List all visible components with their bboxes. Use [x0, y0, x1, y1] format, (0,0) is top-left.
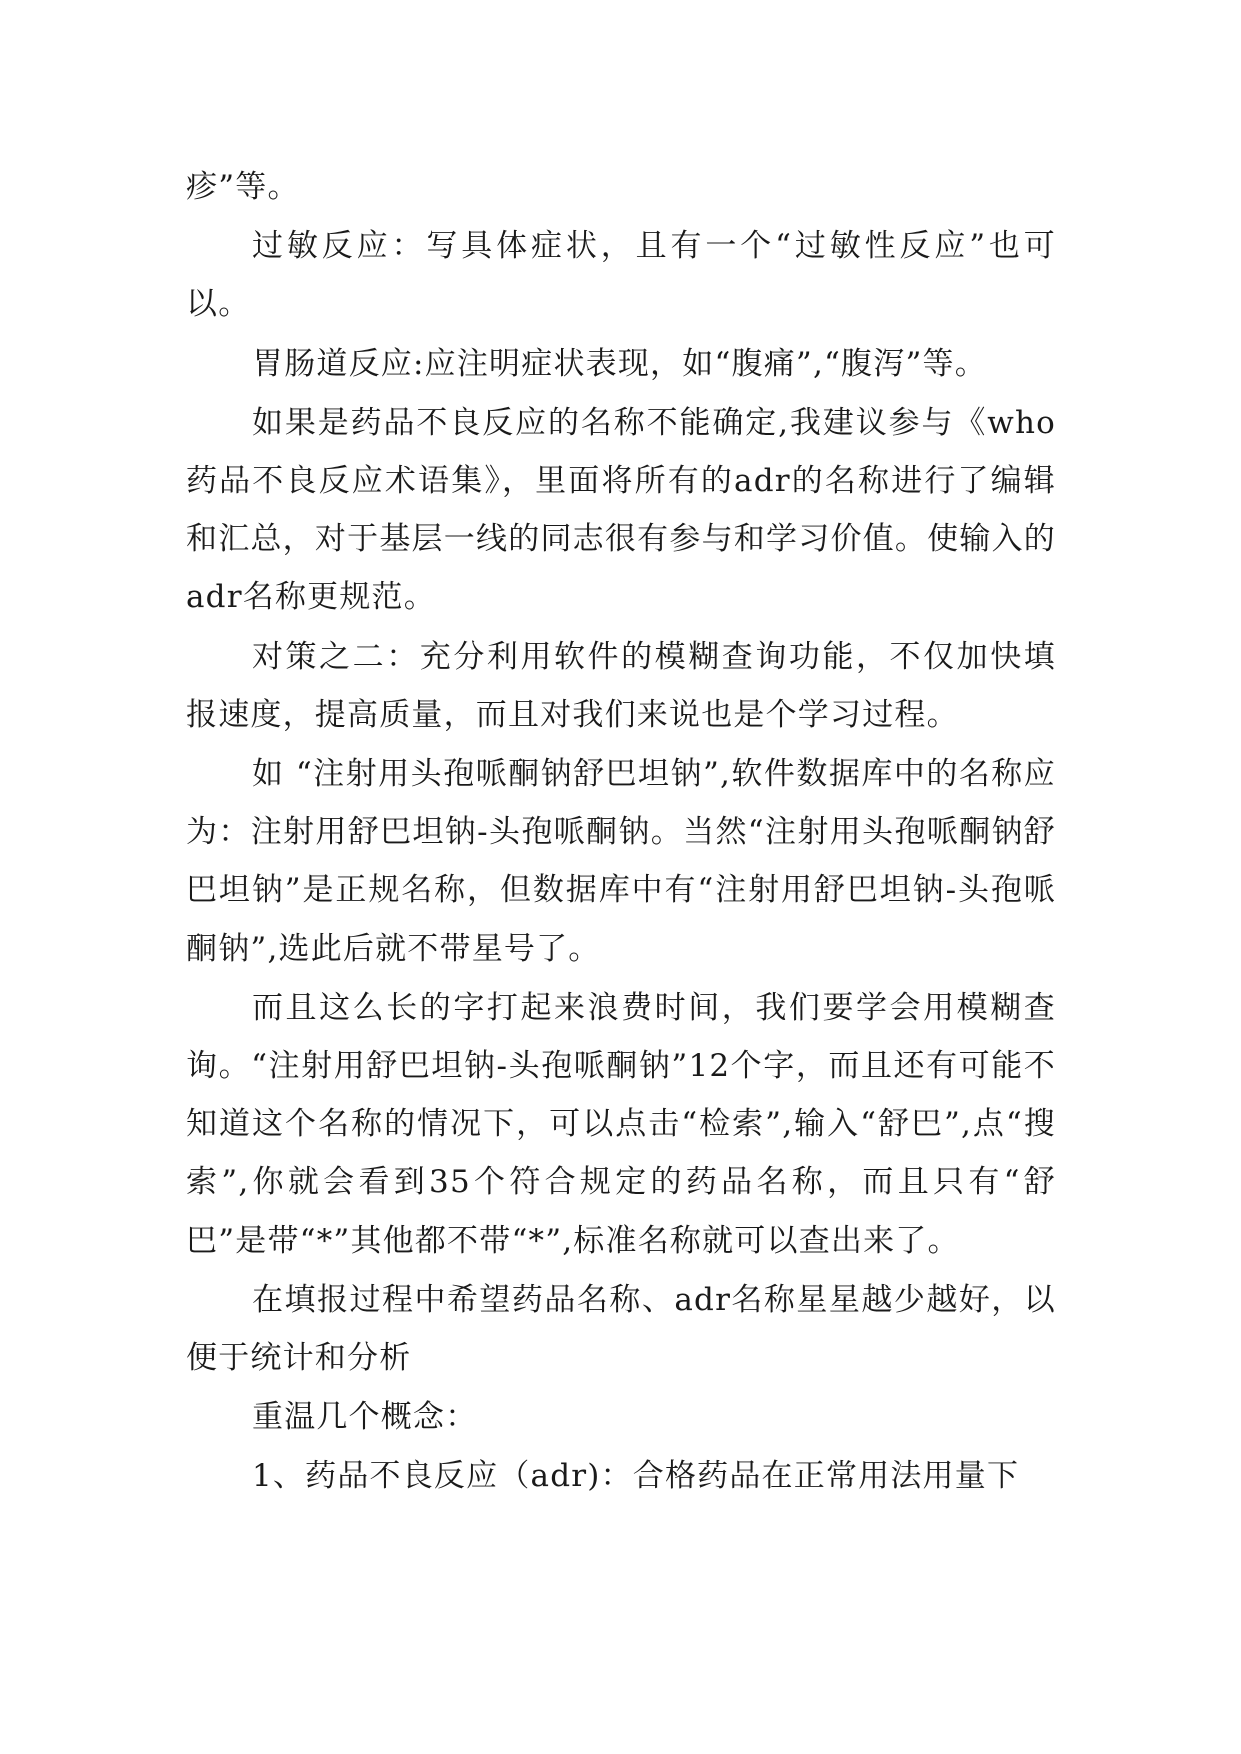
paragraph-9: 重温几个概念： — [252, 1399, 478, 1436]
document-page — [186, 158, 1056, 1507]
paragraph-7: 而且这么长的字打起来浪费时间，我们要学会用模糊查询。“注射用舒巴坦钠-头孢哌酮钠”12个字，而且还有可能不知道这个名称的情况下，可以点击“检索”,输入“舒巴”,点“搜索”,你就会看到35个符合规定的药品名称，而且只有“舒巴”是带“*”其他都不带“*”,标准名称就可以查出来了。 — [186, 989, 1056, 1259]
paragraph-3: 胃肠道反应:应注明症状表现，如“腹痛”,“腹泻”等。 — [252, 345, 987, 382]
paragraph-10: 1、药品不良反应（adr)：合格药品在正常用法用量下 — [252, 1458, 1020, 1495]
paragraph-2: 过敏反应：写具体症状，且有一个“过敏性反应”也可以。 — [186, 228, 1056, 323]
paragraph-6: 如 “注射用头孢哌酮钠舒巴坦钠”,软件数据库中的名称应为：注射用舒巴坦钠-头孢哌酮钠。当然“注射用头孢哌酮钠舒巴坦钠”是正规名称，但数据库中有“注射用舒巴坦钠-头孢哌酮钠”,选此后就不带星号了。 — [186, 756, 1056, 967]
paragraph-4: 如果是药品不良反应的名称不能确定,我建议参与《who药品不良反应术语集》，里面将所有的adr的名称进行了编辑和汇总，对于基层一线的同志很有参与和学习价值。使输入的adr名称更规范。 — [186, 404, 1056, 616]
paragraph-5: 对策之二：充分利用软件的模糊查询功能，不仅加快填报速度，提高质量，而且对我们来说也是个学习过程。 — [186, 638, 1056, 733]
paragraph-8: 在填报过程中希望药品名称、adr名称星星越少越好，以便于统计和分析 — [186, 1281, 1056, 1377]
paragraph-1: 疹”等。 — [186, 169, 300, 205]
